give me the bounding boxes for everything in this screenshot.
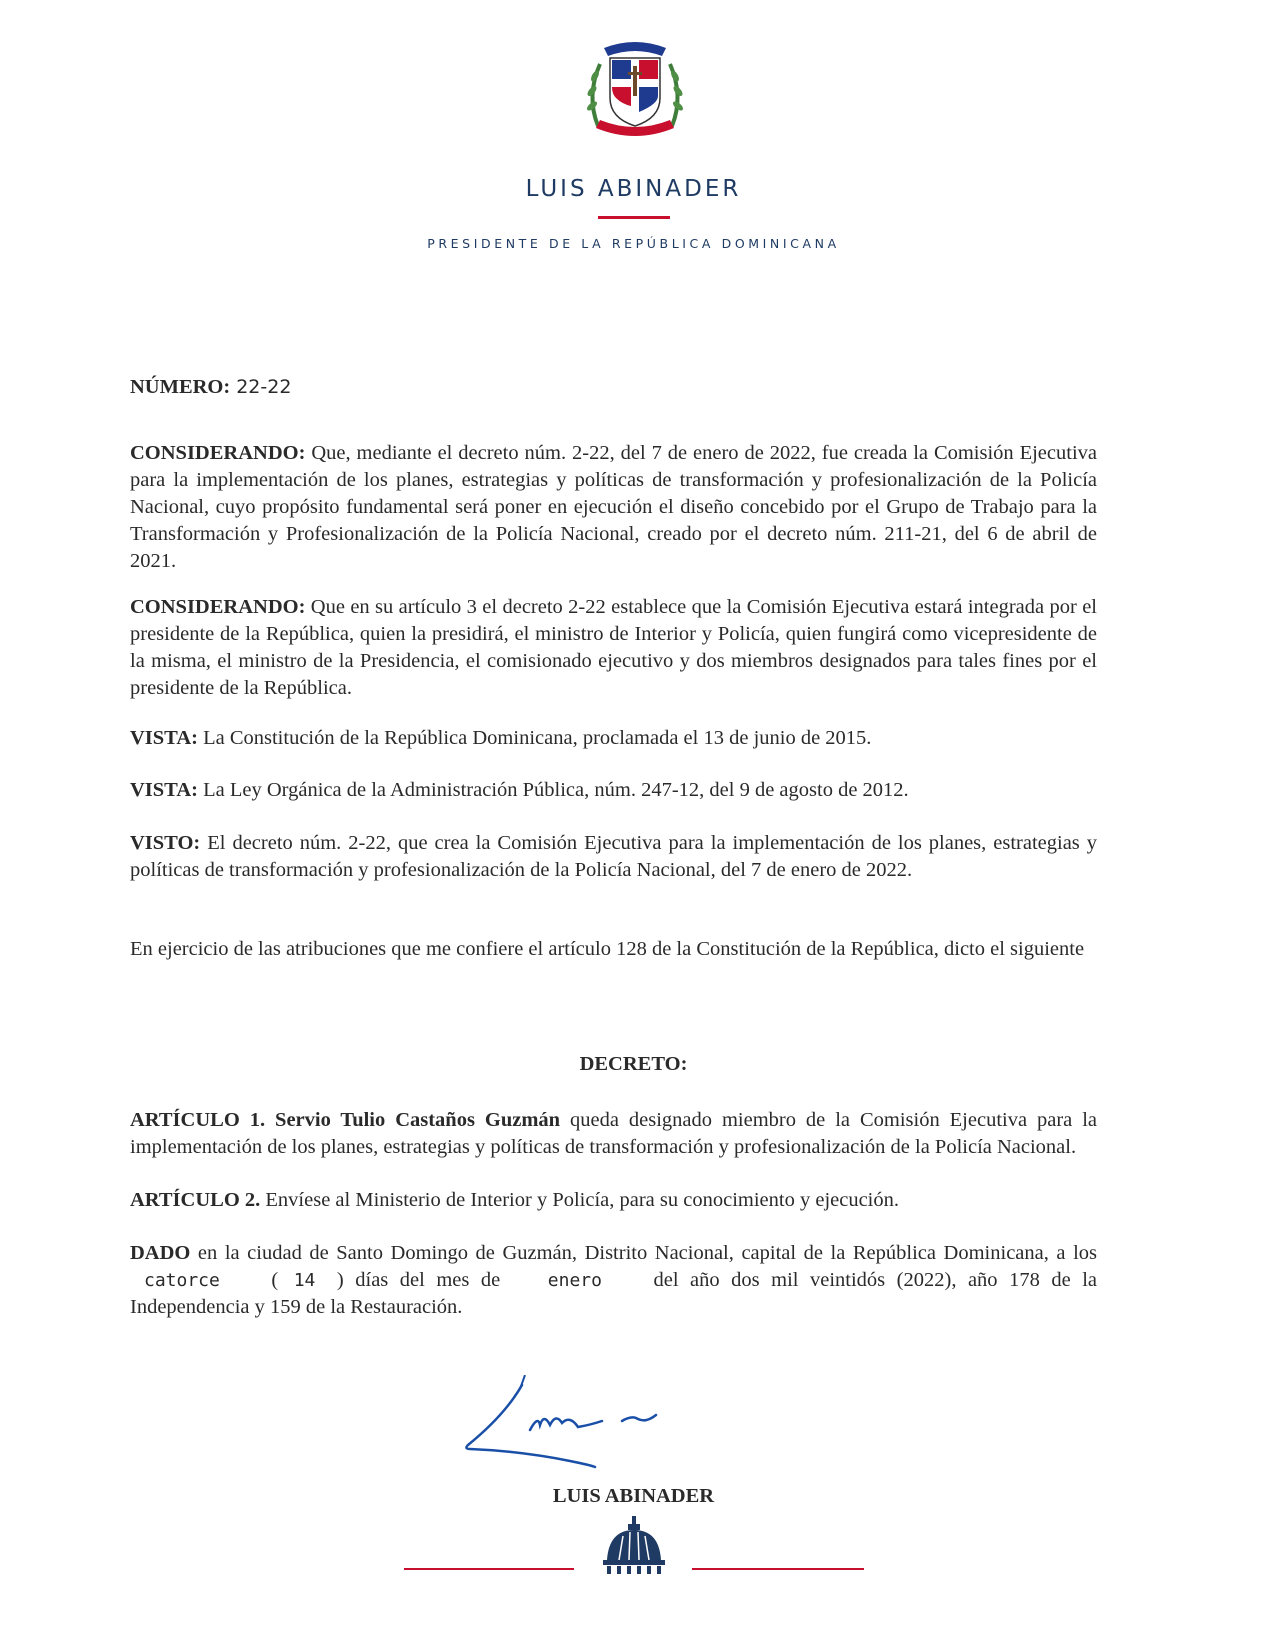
dado-text-1: en la ciudad de Santo Domingo de Guzmán, Distrito Nacional, capital de la República Dominicana, a los	[197, 1242, 1097, 1264]
considerando-1-text: Que, mediante el decreto núm. 2-22, del 7 de enero de 2022, fue creada la Comisión Ejecutiva para la implementación de los planes, estrategias y políticas de transformación y profesionalización de la Policía Nacional, cuyo propósito fundamental será poner en ejecución el diseño concebido por el Grupo de Trabajo para la Transformación y Profesionalización de la Policía Nacional, creado por el decreto núm. 211-21, del 6 de abril de 2021.	[130, 442, 1097, 572]
footer-rule-left	[404, 1568, 574, 1570]
footer-rule-right	[692, 1568, 864, 1570]
dado-label: DADO	[130, 1242, 191, 1264]
decreto-heading: DECRETO:	[579, 1053, 688, 1075]
dado-text-2: días del mes de	[355, 1269, 501, 1291]
articulo-2-label: ARTÍCULO 2.	[130, 1189, 261, 1211]
considerando-2	[130, 594, 1097, 702]
vista-2	[130, 777, 1097, 804]
articulo-1-name: Servio Tulio Castaños Guzmán	[275, 1109, 561, 1131]
dado-text-3: del año dos mil veintidós (2022), año 178 de la Independencia y 159 de la Restauración.	[130, 1269, 1097, 1318]
header-title: PRESIDENTE DE LA REPÚBLICA DOMINICANA	[427, 236, 840, 251]
articulo-1-label: ARTÍCULO 1.	[130, 1109, 266, 1131]
dado-day-words: catorce	[144, 1270, 220, 1291]
visto	[130, 830, 1097, 884]
vista-1-label: VISTA:	[130, 727, 198, 749]
signer-name: LUIS ABINADER	[552, 1485, 715, 1507]
visto-text: El decreto núm. 2-22, que crea la Comisión Ejecutiva para la implementación de los planes, estrategias y políticas de transformación y profesionalización de la Policía Nacional, del 7 de enero de 2022.	[130, 832, 1098, 881]
visto-label: VISTO:	[130, 832, 201, 854]
articulo-2-text: Envíese al Ministerio de Interior y Policía, para su conocimiento y ejecución.	[265, 1189, 900, 1211]
considerando-2-text: Que en su artículo 3 el decreto 2-22 establece que la Comisión Ejecutiva estará integrada por el presidente de la República, quien la presidirá, el ministro de Interior y Policía, quien fungirá como vicepresidente de la misma, el ministro de la Presidencia, el comisionado ejecutivo y dos miembros designados para tales fines por el presidente de la República.	[130, 596, 1097, 699]
ejercicio-paragraph: En ejercicio de las atribuciones que me confiere el artículo 128 de la Constitución de la República, dicto el siguiente	[130, 938, 1085, 960]
dome-icon	[599, 1516, 669, 1576]
dado-paren-close: )	[336, 1269, 344, 1291]
decree-number	[130, 376, 291, 399]
dado-paren-open: (	[271, 1269, 279, 1291]
header-name: LUIS ABINADER	[525, 176, 742, 202]
articulo-1-text: queda designado miembro de la Comisión Ejecutiva para la implementación de los planes, estrategias y políticas de transformación y profesionalización de la Policía Nacional.	[130, 1109, 1098, 1158]
vista-1-text: La Constitución de la República Dominicana, proclamada el 13 de junio de 2015.	[203, 727, 872, 749]
considerando-2-label: CONSIDERANDO:	[130, 596, 306, 618]
dado-day-number: 14	[293, 1270, 316, 1291]
vista-2-text: La Ley Orgánica de la Administración Pública, núm. 247-12, del 9 de agosto de 2012.	[203, 779, 909, 801]
articulo-1	[130, 1107, 1097, 1161]
decree-number-value: 22-22	[236, 376, 292, 398]
header-divider	[598, 216, 670, 219]
dado-paragraph	[130, 1240, 1097, 1321]
vista-2-label: VISTA:	[130, 779, 198, 801]
dado-month: enero	[547, 1270, 602, 1291]
decree-number-label: NÚMERO:	[130, 376, 231, 398]
articulo-2	[130, 1187, 1097, 1214]
vista-1	[130, 725, 1097, 752]
signature-icon	[460, 1375, 710, 1485]
coat-of-arms-icon	[580, 36, 690, 144]
considerando-1-label: CONSIDERANDO:	[130, 442, 306, 464]
considerando-1	[130, 440, 1097, 575]
